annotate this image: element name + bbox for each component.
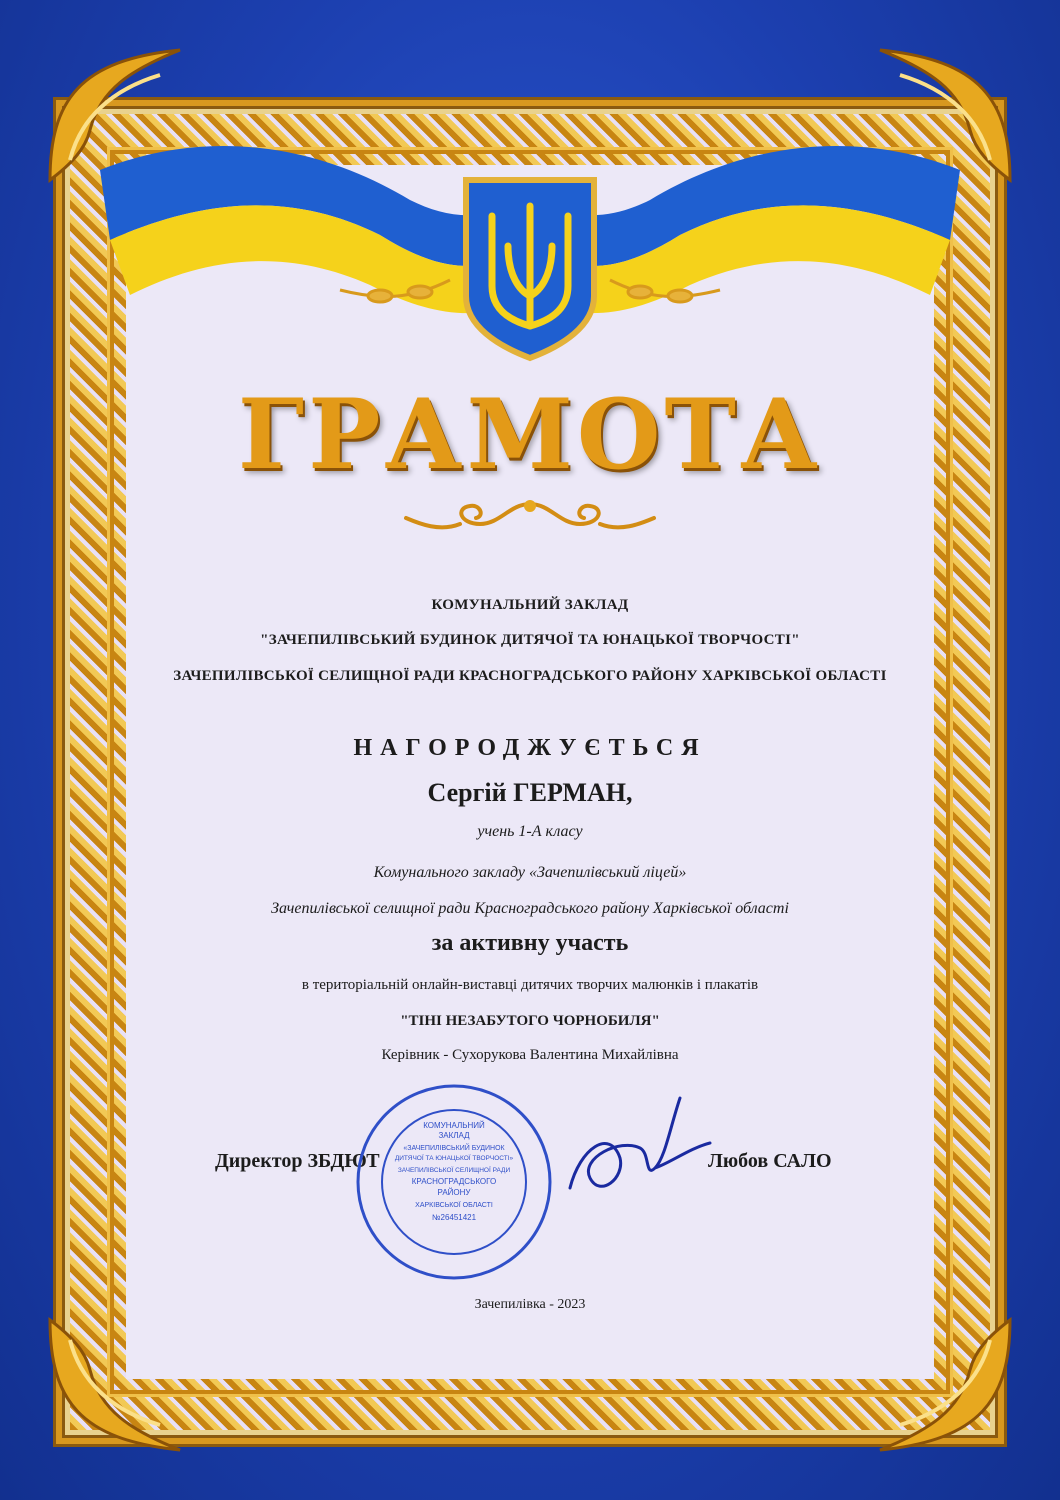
stamp-text-line: ЗАКЛАД (438, 1131, 470, 1140)
school-line-2: Зачепилівської селищної ради Красноградського району Харківської області (271, 900, 789, 917)
corner-ornament-icon (40, 1310, 190, 1460)
title-ornament-icon (400, 494, 660, 540)
exhibition-title: "ТІНІ НЕЗАБУТОГО ЧОРНОБИЛЯ" (400, 1013, 660, 1029)
stamp-text-line: «ЗАЧЕПИЛІВСЬКИЙ БУДИНОК (403, 1145, 505, 1152)
stamp-text-line: №26451421 (431, 1213, 477, 1222)
stamp-text-line: ДИТЯЧОЇ ТА ЮНАЦЬКОЇ ТВОРЧОСТІ» (394, 1155, 514, 1162)
awarded-heading: НАГОРОДЖУЄТЬСЯ (353, 735, 707, 761)
organization-line-3: ЗАЧЕПИЛІВСЬКОЇ СЕЛИЩНОЇ РАДИ КРАСНОГРАДСЬКОГО РАЙОНУ ХАРКІВСЬКОЇ ОБЛАСТІ (173, 668, 887, 684)
stamp-text-line: ХАРКІВСЬКОЇ ОБЛАСТІ (415, 1202, 493, 1209)
director-role: Директор ЗБДЮТ (215, 1150, 380, 1172)
event-description: в територіальній онлайн-виставці дитячих творчих малюнків і плакатів (301, 977, 759, 993)
supervisor-line: Керівник - Сухорукова Валентина Михайлівна (381, 1047, 679, 1063)
official-stamp-icon (354, 1082, 554, 1282)
stamp-text-line: КРАСНОГРАДСЬКОГО (411, 1177, 497, 1186)
certificate-title: ГРАМОТА (237, 378, 823, 491)
director-name: Любов САЛО (708, 1150, 832, 1172)
place-and-year: Зачепилівка - 2023 (474, 1297, 586, 1312)
award-reason: за активну участь (431, 930, 629, 956)
director-signature-icon (560, 1088, 720, 1208)
stamp-text-line: КОМУНАЛЬНИЙ (423, 1121, 485, 1130)
stamp-text-line: ЗАЧЕПИЛІВСЬКОЇ СЕЛИЩНОЇ РАДИ (397, 1167, 511, 1174)
organization-line-1: КОМУНАЛЬНИЙ ЗАКЛАД (431, 597, 629, 613)
coat-of-arms-icon (462, 176, 598, 362)
organization-line-2: "ЗАЧЕПИЛІВСЬКИЙ БУДИНОК ДИТЯЧОЇ ТА ЮНАЦЬКОЇ ТВОРЧОСТІ" (260, 632, 800, 648)
corner-ornament-icon (870, 1310, 1020, 1460)
student-class: учень 1-А класу (477, 823, 583, 840)
stamp-text-line: РАЙОНУ (437, 1188, 471, 1197)
recipient-name: Сергій ГЕРМАН, (427, 778, 633, 807)
school-line-1: Комунального закладу «Зачепилівський ліцей» (373, 864, 687, 881)
